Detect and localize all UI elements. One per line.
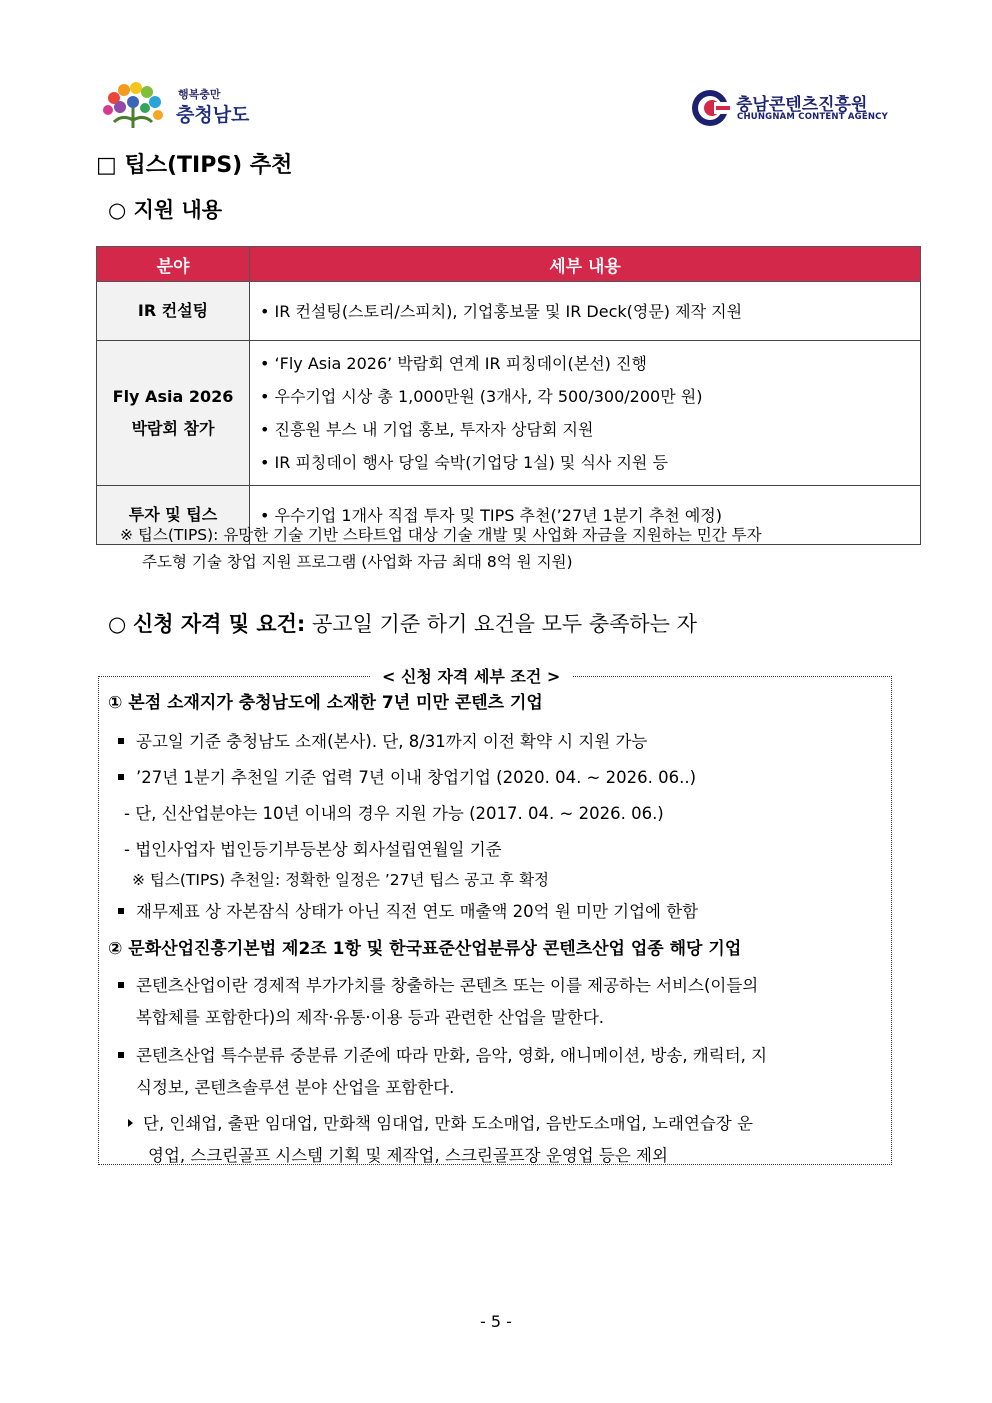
note-line: 주도형 기술 창업 지원 프로그램 (사업화 자금 최대 8억 원 지원) (142, 553, 573, 571)
eligibility-text: 공고일 기준 하기 요건을 모두 충족하는 자 (305, 612, 697, 636)
table-cell-category: IR 컨설팅 (97, 282, 250, 341)
list-item-text: 공고일 기준 충청남도 소재(본사). 단, 8/31까지 이전 확약 시 지원 가능 (136, 732, 648, 751)
list-item-continuation: 복합체를 포함한다)의 제작·유통·이용 등과 관련한 산업을 말한다. (136, 1008, 605, 1027)
sub-item: - 법인사업자 법인등기부등본상 회사설립연월일 기준 (124, 840, 502, 859)
detail-item: • IR 피칭데이 행사 당일 숙박(기업당 1실) 및 식사 지원 등 (260, 453, 668, 472)
table-cell-details (250, 341, 921, 486)
list-item (108, 972, 758, 996)
list-item (108, 728, 647, 752)
list-item (108, 1110, 753, 1134)
conditions-box-title: < 신청 자격 세부 조건 > (370, 664, 572, 687)
chungnam-province-logo (100, 80, 260, 132)
table-row (97, 341, 921, 486)
square-bullet-icon (118, 1052, 124, 1058)
agency-c-logo-icon (690, 88, 730, 128)
table-cell-category (97, 341, 250, 486)
list-item-continuation: 영업, 스크린골프 시스템 기획 및 제작업, 스크린골프장 운영업 등은 제외 (148, 1146, 668, 1165)
detail-item: • 우수기업 시상 총 1,000만원 (3개사, 각 500/300/200만 원) (260, 387, 703, 406)
triangle-bullet-icon (128, 1119, 133, 1127)
category-line: 박람회 참가 (131, 419, 215, 438)
condition-1-title: ① 본점 소재지가 충청남도에 소재한 7년 미만 콘텐츠 기업 (108, 693, 543, 713)
logo-slogan: 행복충만 (178, 88, 221, 101)
sub-note: ※ 팁스(TIPS) 추천일: 정확한 일정은 ’27년 팁스 공고 후 확정 (132, 871, 550, 889)
support-heading: ○ 지원 내용 (108, 198, 223, 222)
support-table (96, 246, 921, 545)
eligibility-bullet: ○ (108, 612, 133, 636)
detail-item: • ‘Fly Asia 2026’ 박람회 연계 IR 피칭데이(본선) 진행 (260, 354, 647, 373)
detail-item: • 우수기업 1개사 직접 투자 및 TIPS 추천(’27년 1분기 추천 예정) (260, 505, 723, 525)
detail-item: • 진흥원 부스 내 기업 홍보, 투자자 상담회 지원 (260, 420, 594, 439)
table-cell-details (250, 282, 921, 341)
list-item-text: 콘텐츠산업이란 경제적 부가가치를 창출하는 콘텐츠 또는 이를 제공하는 서비스(이들의 (136, 976, 759, 995)
list-item-text: 단, 인쇄업, 출판 임대업, 만화책 임대업, 만화 도소매업, 음반도소매업, 노래연습장 운 (143, 1114, 753, 1133)
logo-province-name: 충청남도 (176, 104, 250, 126)
category-line: Fly Asia 2026 (112, 387, 234, 406)
flower-logo-icon (100, 80, 166, 130)
agency-name-en: CHUNGNAM CONTENT AGENCY (737, 112, 888, 122)
note-line: ※ 팁스(TIPS): 유망한 기술 기반 스타트업 대상 기술 개발 및 사업화 자금을 지원하는 민간 투자 (120, 526, 762, 544)
detail-item: • IR 컨설팅(스토리/스피치), 기업홍보물 및 IR Deck(영문) 제작 지원 (260, 301, 743, 321)
condition-2-title: ② 문화산업진흥기본법 제2조 1항 및 한국표준산업분류상 콘텐츠산업 업종 해당 기업 (108, 939, 742, 959)
square-bullet-icon (118, 738, 124, 744)
eligibility-heading (108, 608, 697, 638)
tips-note (120, 522, 890, 576)
page-number: - 5 - (480, 1312, 512, 1331)
eligibility-label: 신청 자격 및 요건: (133, 612, 306, 636)
sub-item: - 단, 신산업분야는 10년 이내의 경우 지원 가능 (2017. 04. ~ 2026. 06.) (124, 804, 664, 823)
square-bullet-icon (118, 908, 124, 914)
list-item (108, 898, 698, 922)
table-row (97, 282, 921, 341)
list-item-text: ’27년 1분기 추천일 기준 업력 7년 이내 창업기업 (2020. 04. ~ 2026. 06..) (136, 768, 697, 787)
table-header-category: 분야 (97, 247, 250, 282)
content-agency-logo (690, 88, 910, 128)
list-item-text: 콘텐츠산업 특수분류 중분류 기준에 따라 만화, 음악, 영화, 애니메이션, 방송, 캐릭터, 지 (136, 1046, 768, 1065)
agency-name: 충남콘텐츠진흥원 (736, 95, 868, 115)
list-item-continuation: 식정보, 콘텐츠솔루션 분야 산업을 포함한다. (136, 1078, 455, 1097)
table-cell-category: 투자 및 팁스 (97, 486, 250, 545)
square-bullet-icon (118, 774, 124, 780)
table-header-row (97, 247, 921, 282)
square-bullet-icon (118, 982, 124, 988)
list-item (108, 1042, 767, 1066)
list-item-text: 재무제표 상 자본잠식 상태가 아닌 직전 연도 매출액 20억 원 미만 기업에 한함 (136, 902, 699, 921)
section-title: □ 팁스(TIPS) 추천 (96, 153, 293, 178)
table-header-details: 세부 내용 (250, 247, 921, 282)
list-item (108, 764, 696, 788)
